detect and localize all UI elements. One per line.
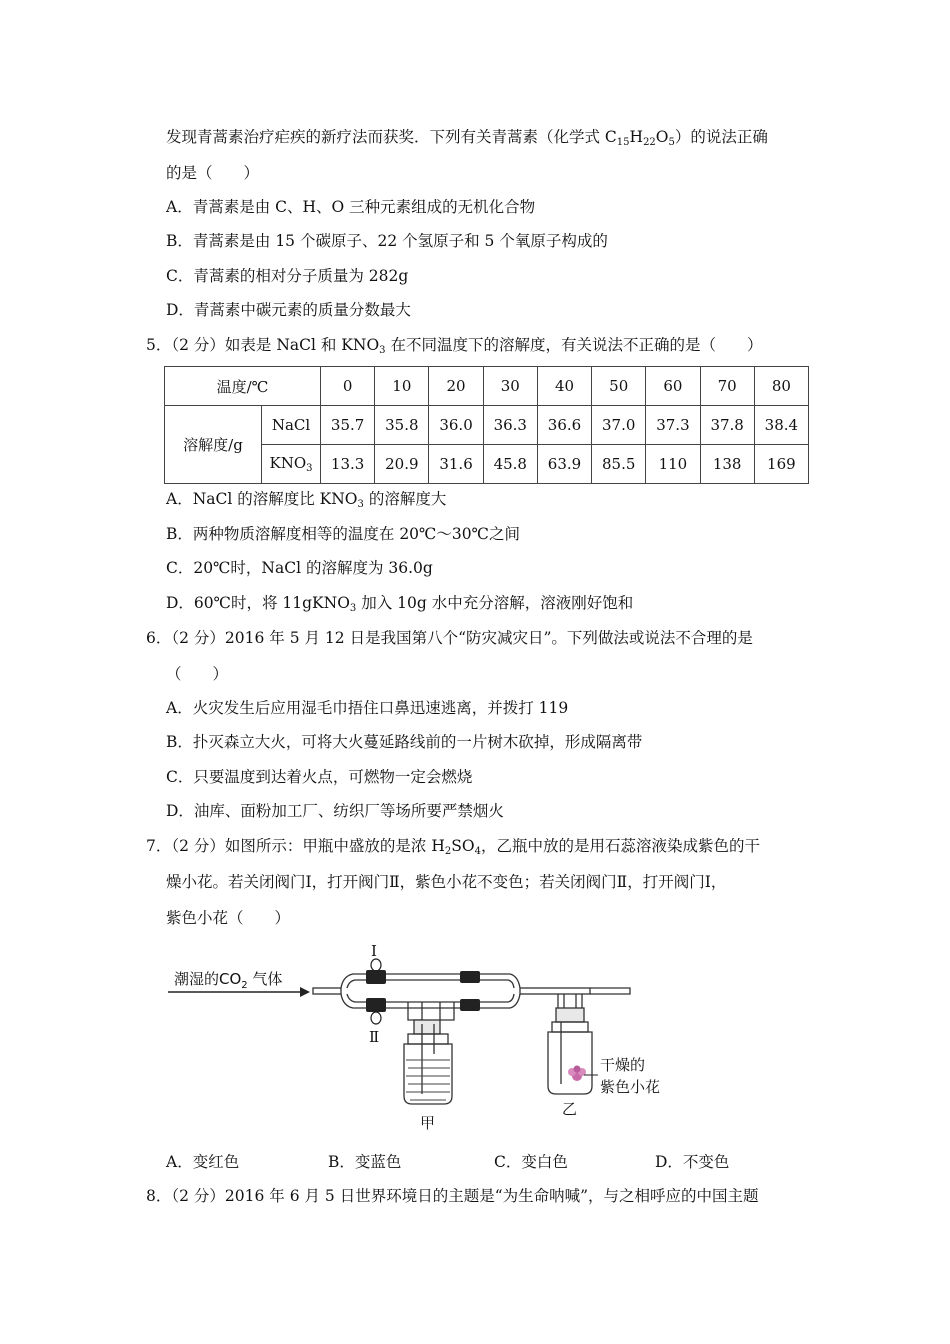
q5-option-c: C．20℃时，NaCl 的溶解度为 36.0g bbox=[166, 559, 433, 577]
kno3-cell: 45.8 bbox=[483, 445, 537, 484]
valve-ii-body bbox=[366, 998, 386, 1012]
solubility-header: 溶解度/g bbox=[165, 406, 262, 484]
nacl-label: NaCl bbox=[262, 406, 321, 445]
q7-option-d: D．不变色 bbox=[655, 1153, 730, 1171]
gas-label: 潮湿的$CO_2$ 气体 bbox=[174, 970, 283, 991]
q4-stem-line1: 发现青蒿素治疗疟疾的新疗法而获奖．下列有关青蒿素（化学式 $C_{15}H_{22}O_5$）的说法正确 bbox=[166, 128, 768, 148]
bottle-a-neck bbox=[408, 1034, 448, 1044]
q6-stem-line2: （ ） bbox=[166, 665, 229, 683]
pipe-to-bottle-a bbox=[408, 1002, 422, 1020]
q4-option-d: D．青蒿素中碳元素的质量分数最大 bbox=[166, 301, 411, 319]
kno3-cell: 138 bbox=[700, 445, 754, 484]
valve-i-handle bbox=[371, 959, 381, 971]
temp-cell: 10 bbox=[375, 367, 429, 406]
temp-cell: 50 bbox=[592, 367, 646, 406]
table-row-kno3 bbox=[165, 445, 809, 484]
nacl-cell: 35.7 bbox=[321, 406, 375, 445]
nacl-cell: 38.4 bbox=[754, 406, 808, 445]
q5-option-b: B．两种物质溶解度相等的温度在 20℃～30℃之间 bbox=[166, 525, 520, 543]
q5-option-d: D．60℃时，将 11gKNO$_3$ 加入 10g 水中充分溶解，溶液刚好饱和 bbox=[166, 594, 634, 614]
kno3-cell: 13.3 bbox=[321, 445, 375, 484]
temp-cell: 60 bbox=[646, 367, 700, 406]
q4-stem-line2: 的是（ ） bbox=[166, 164, 260, 182]
kno3-cell: 169 bbox=[754, 445, 808, 484]
kno3-label: $KNO_3$ bbox=[262, 445, 321, 484]
bottle-b-outlet bbox=[576, 994, 582, 1008]
flower-label-line1: 干燥的 bbox=[600, 1056, 646, 1074]
temp-cell: 70 bbox=[700, 367, 754, 406]
q4-option-a: A．青蒿素是由 C、H、O 三种元素组成的无机化合物 bbox=[166, 198, 536, 216]
kno3-cell: 110 bbox=[646, 445, 700, 484]
valve-ii-handle bbox=[371, 1012, 381, 1024]
bottle-b bbox=[548, 1032, 592, 1094]
purple-flower-icon bbox=[568, 1066, 586, 1082]
q7-option-c: C．变白色 bbox=[494, 1153, 568, 1171]
q8-stem: 8．（2 分）2016 年 6 月 5 日世界环境日的主题是“为生命呐喊”，与之相呼应的中国主题 bbox=[146, 1187, 759, 1205]
bottle-b-inlet bbox=[558, 994, 564, 1008]
table-row-nacl bbox=[165, 406, 809, 445]
table-row-temperature bbox=[165, 367, 809, 406]
q4-option-c: C．青蒿素的相对分子质量为 282g bbox=[166, 267, 409, 285]
q6-option-d: D．油库、面粉加工厂、纺织厂等场所要严禁烟火 bbox=[166, 802, 504, 820]
q6-option-a: A．火灾发生后应用湿毛巾捂住口鼻迅速逃离，并拨打 119 bbox=[166, 699, 569, 717]
q6-stem: 6．（2 分）2016 年 5 月 12 日是我国第八个“防灾减灾日”。下列做法或说法不合理的是 bbox=[146, 629, 753, 647]
q6-option-b: B．扑灭森立大火，可将大火蔓延路线前的一片树木砍掉，形成隔离带 bbox=[166, 733, 643, 751]
nacl-cell: 36.6 bbox=[537, 406, 591, 445]
solubility-table bbox=[164, 366, 809, 484]
arrow-head bbox=[300, 987, 310, 997]
nacl-cell: 37.3 bbox=[646, 406, 700, 445]
inlet-pipe bbox=[313, 988, 341, 994]
apparatus-diagram bbox=[160, 938, 700, 1138]
q4-option-b: B．青蒿素是由 15 个碳原子、22 个氢原子和 5 个氧原子构成的 bbox=[166, 232, 608, 250]
bottle-b-neck bbox=[552, 1022, 588, 1032]
q7-stem-line2: 燥小花。若关闭阀门Ⅰ，打开阀门Ⅱ，紫色小花不变色；若关闭阀门Ⅱ，打开阀门Ⅰ， bbox=[166, 873, 727, 891]
nacl-cell: 36.0 bbox=[429, 406, 483, 445]
q5-option-a: A．NaCl 的溶解度比 $KNO_3$ 的溶解度大 bbox=[166, 490, 447, 510]
bottle-a-label: 甲 bbox=[420, 1114, 436, 1132]
temp-cell: 40 bbox=[537, 367, 591, 406]
bottle-a-stopper bbox=[414, 1020, 440, 1034]
valve-ii-label: Ⅱ bbox=[369, 1028, 380, 1046]
pipe-from-bottle-a bbox=[440, 1002, 454, 1020]
q7-option-a: A．变红色 bbox=[166, 1153, 240, 1171]
connector-lower bbox=[460, 999, 480, 1011]
outlet-pipe-end bbox=[590, 988, 630, 994]
nacl-cell: 35.8 bbox=[375, 406, 429, 445]
q5-stem: 5．（2 分）如表是 NaCl 和 $KNO_3$ 在不同温度下的溶解度，有关说法不正确的是（ ） bbox=[146, 336, 763, 356]
bottle-b-label: 乙 bbox=[562, 1100, 578, 1118]
temp-header: 温度/℃ bbox=[165, 367, 321, 406]
kno3-cell: 63.9 bbox=[537, 445, 591, 484]
kno3-cell: 20.9 bbox=[375, 445, 429, 484]
nacl-cell: 36.3 bbox=[483, 406, 537, 445]
connector-upper bbox=[460, 971, 480, 983]
valve-i-label: Ⅰ bbox=[371, 942, 377, 960]
bottle-a bbox=[404, 1044, 452, 1104]
outlet-pipe bbox=[520, 988, 590, 994]
temp-cell: 80 bbox=[754, 367, 808, 406]
temp-cell: 30 bbox=[483, 367, 537, 406]
valve-i-body bbox=[366, 970, 386, 984]
flower-label-line2: 紫色小花 bbox=[600, 1078, 661, 1096]
kno3-cell: 85.5 bbox=[592, 445, 646, 484]
q7-stem-line3: 紫色小花（ ） bbox=[166, 909, 291, 927]
bottle-b-stopper bbox=[556, 1008, 584, 1022]
kno3-cell: 31.6 bbox=[429, 445, 483, 484]
temp-cell: 0 bbox=[321, 367, 375, 406]
nacl-cell: 37.0 bbox=[592, 406, 646, 445]
temp-cell: 20 bbox=[429, 367, 483, 406]
q7-option-b: B．变蓝色 bbox=[328, 1153, 402, 1171]
nacl-cell: 37.8 bbox=[700, 406, 754, 445]
q7-stem: 7．（2 分）如图所示：甲瓶中盛放的是浓 $H_2SO_4$，乙瓶中放的是用石蕊溶液染成紫色的干 bbox=[146, 837, 760, 857]
q6-option-c: C．只要温度到达着火点，可燃物一定会燃烧 bbox=[166, 768, 473, 786]
